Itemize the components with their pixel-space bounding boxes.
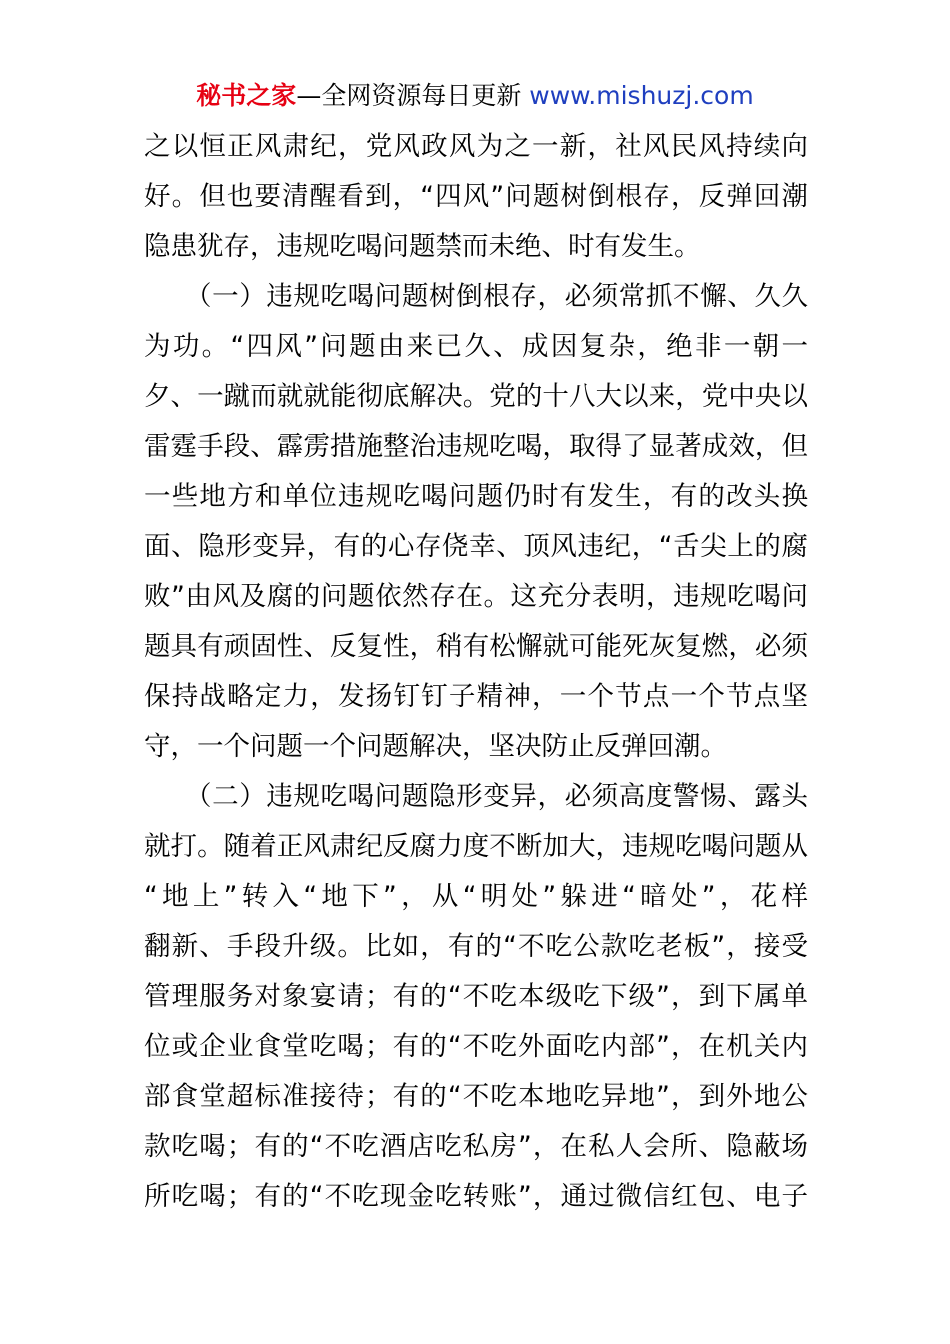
text-line: 为功。“四风”问题由来已久、成因复杂，绝非一朝一 xyxy=(144,331,808,362)
text-line: 款吃喝；有的“不吃酒店吃私房”，在私人会所、隐蔽场 xyxy=(144,1131,808,1162)
text-line: “地上”转入“地下”，从“明处”躲进“暗处”，花样 xyxy=(144,881,808,912)
site-header xyxy=(0,78,950,114)
site-url-link[interactable]: www.mishuzj.com xyxy=(529,81,754,110)
text-line: 位或企业食堂吃喝；有的“不吃外面吃内部”，在机关内 xyxy=(144,1031,808,1062)
text-line: 翻新、手段升级。比如，有的“不吃公款吃老板”，接受 xyxy=(144,931,808,962)
text-line: 一些地方和单位违规吃喝问题仍时有发生，有的改头换 xyxy=(144,481,808,512)
text-line: 就打。随着正风肃纪反腐力度不断加大，违规吃喝问题从 xyxy=(144,831,808,862)
header-separator: — xyxy=(296,81,322,110)
text-line: 夕、一蹴而就就能彻底解决。党的十八大以来，党中央以 xyxy=(144,381,808,412)
site-tagline: 全网资源每日更新 xyxy=(321,81,530,110)
text-line: 面、隐形变异，有的心存侥幸、顶风违纪，“舌尖上的腐 xyxy=(144,531,808,562)
text-line: 保持战略定力，发扬钉钉子精神，一个节点一个节点坚 xyxy=(144,681,808,712)
site-brand: 秘书之家 xyxy=(196,81,297,110)
text-line: （一）违规吃喝问题树倒根存，必须常抓不懈、久久 xyxy=(144,281,808,312)
text-line: 雷霆手段、霹雳措施整治违规吃喝，取得了显著成效，但 xyxy=(144,431,808,462)
text-line: 败”由风及腐的问题依然存在。这充分表明，违规吃喝问 xyxy=(144,581,808,612)
text-line: 部食堂超标准接待；有的“不吃本地吃异地”，到外地公 xyxy=(144,1081,808,1112)
text-line: 管理服务对象宴请；有的“不吃本级吃下级”，到下属单 xyxy=(144,981,808,1012)
text-line: 之以恒正风肃纪，党风政风为之一新，社风民风持续向 xyxy=(144,131,808,162)
text-line: （二）违规吃喝问题隐形变异，必须高度警惕、露头 xyxy=(144,781,808,812)
document-body xyxy=(144,122,808,1222)
text-line: 所吃喝；有的“不吃现金吃转账”，通过微信红包、电子 xyxy=(144,1181,808,1212)
text-line: 隐患犹存，违规吃喝问题禁而未绝、时有发生。 xyxy=(144,231,701,262)
text-line: 题具有顽固性、反复性，稍有松懈就可能死灰复燃，必须 xyxy=(144,631,808,662)
text-line: 好。但也要清醒看到，“四风”问题树倒根存，反弹回潮 xyxy=(144,181,808,212)
text-line: 守，一个问题一个问题解决，坚决防止反弹回潮。 xyxy=(144,731,727,762)
